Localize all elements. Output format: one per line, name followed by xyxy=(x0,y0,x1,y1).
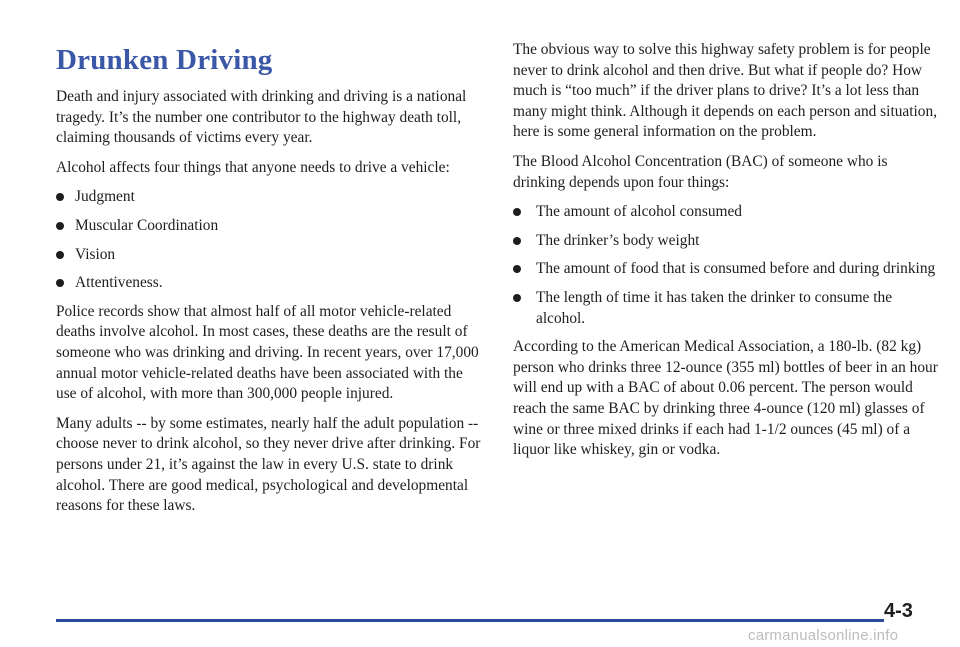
list-item: Muscular Coordination xyxy=(56,216,486,237)
bullet-icon xyxy=(56,193,64,201)
list-item: The amount of alcohol consumed xyxy=(513,202,938,223)
page-number: 4-3 xyxy=(884,600,913,622)
right-column xyxy=(513,40,938,470)
footer-rule xyxy=(56,619,884,622)
alcohol-effects-list xyxy=(56,187,486,293)
list-item: Attentiveness. xyxy=(56,273,486,294)
police-records-paragraph: Police records show that almost half of all motor vehicle-related deaths involve alcohol. In most cases, these deaths are the result of someone who was drinking and driving. In recent years, over 17,000 annual motor vehicle-related deaths have been associated with the use of alcohol, with more than 300,000 people injured. xyxy=(56,302,479,403)
left-column xyxy=(56,40,486,526)
effects-intro-paragraph: Alcohol affects four things that anyone needs to drive a vehicle: xyxy=(56,158,450,176)
bac-factors-list xyxy=(513,202,938,329)
bullet-icon xyxy=(513,208,521,216)
solution-paragraph: The obvious way to solve this highway safety problem is for people never to drink alcohol and then drive. But what if people do? How much is “too much” if the driver plans to drive? It’s a lot less than many might think. Although it depends on each person and situation, here is some general information on the problem. xyxy=(513,41,938,141)
bac-intro-paragraph: The Blood Alcohol Concentration (BAC) of someone who is drinking depends upon four things: xyxy=(513,152,888,191)
bullet-icon xyxy=(513,294,521,302)
list-item: The amount of food that is consumed before and during drinking xyxy=(513,259,938,280)
bullet-icon xyxy=(56,251,64,259)
intro-paragraph: Death and injury associated with drinking and driving is a national tragedy. It’s the number one contributor to the highway death toll, claiming thousands of victims every year. xyxy=(56,88,467,147)
list-item: The length of time it has taken the drinker to consume the alcohol. xyxy=(513,288,938,329)
adults-paragraph: Many adults -- by some estimates, nearly half the adult population -- choose never to drink alcohol, so they never drive after drinking. For persons under 21, it’s against the law in every U.S. state to drink alcohol. There are good medical, psychological and developmental reasons for these laws. xyxy=(56,414,481,515)
bullet-icon xyxy=(513,265,521,273)
ama-paragraph: According to the American Medical Association, a 180-lb. (82 kg) person who drinks three 12-ounce (355 ml) bottles of beer in an hour will end up with a BAC of about 0.06 percent. The person would reach the same BAC by drinking three 4-ounce (120 ml) glasses of wine or three mixed drinks if each had 1-1/2 ounces (45 ml) of a liquor like whiskey, gin or vodka. xyxy=(513,338,938,459)
page-title: Drunken Driving xyxy=(56,44,273,76)
bullet-icon xyxy=(56,279,64,287)
list-item: Judgment xyxy=(56,187,486,208)
list-item: The drinker’s body weight xyxy=(513,231,938,252)
list-item: Vision xyxy=(56,245,486,266)
watermark: carmanualsonline.info xyxy=(748,627,899,644)
bullet-icon xyxy=(513,237,521,245)
bullet-icon xyxy=(56,222,64,230)
